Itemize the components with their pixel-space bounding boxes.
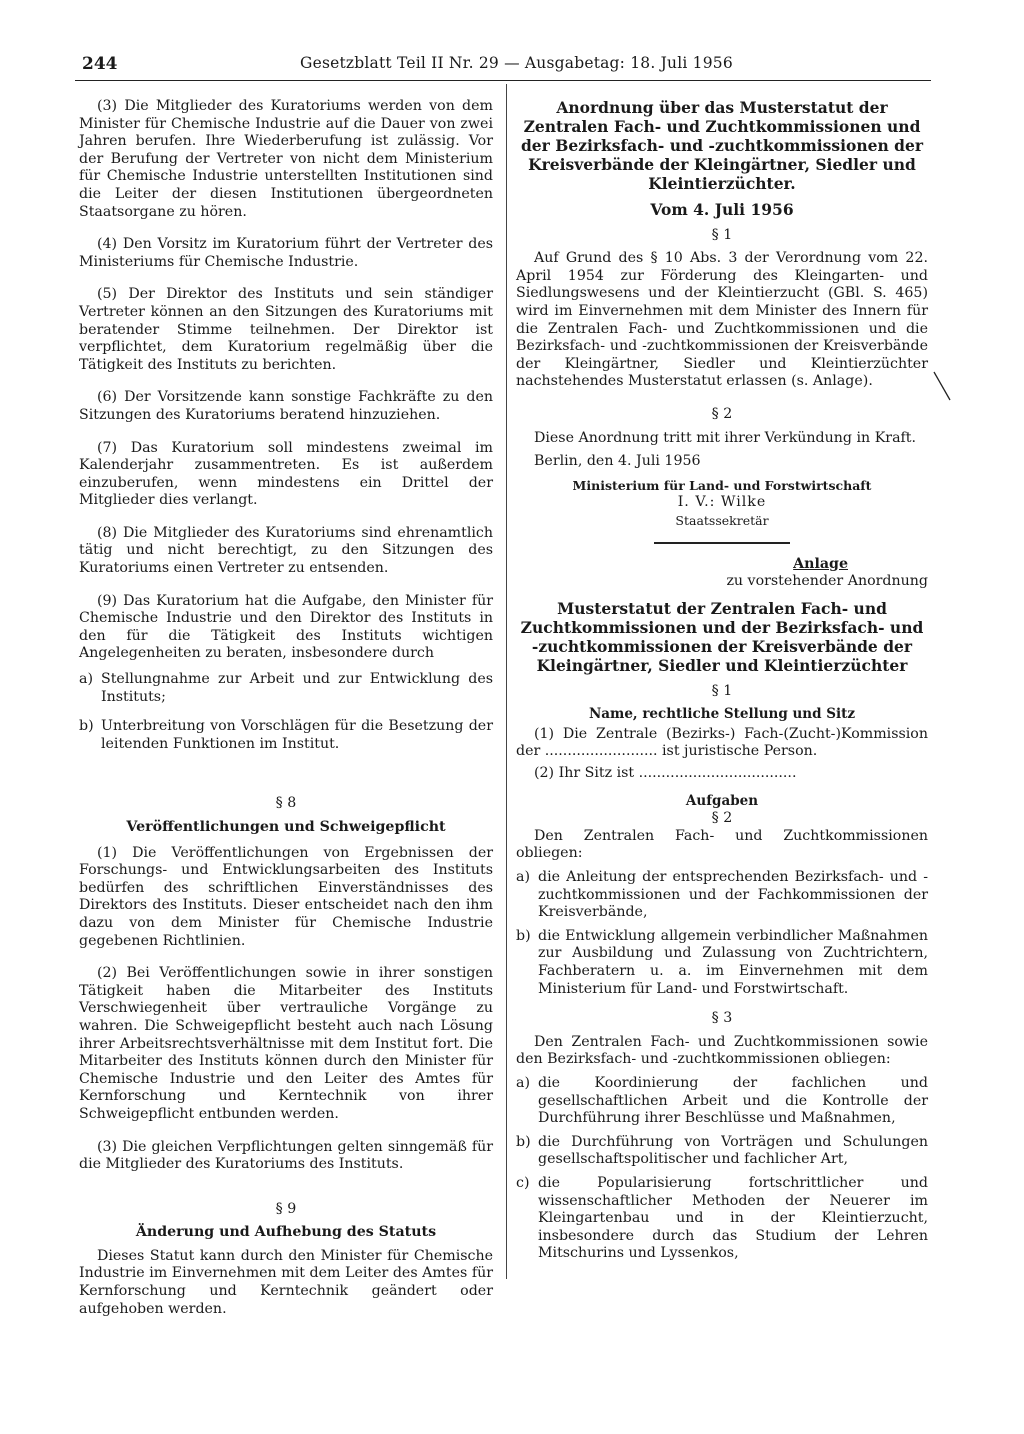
- list-item: [79, 671, 493, 706]
- paragraph-9: (9) Das Kuratorium hat die Aufgabe, den Minister für Chemische Industrie und den Direktor des Instituts in den für die Tätigkeit des Instituts wichtigen Angelegenheiten zu beraten, insbesondere durch: [79, 592, 493, 662]
- list-label: b): [516, 1133, 531, 1150]
- ordinance-section-1-text: Auf Grund des § 10 Abs. 3 der Verordnung vom 22. April 1954 zur Förderung des Kleingarten- und Siedlungswesens und der Kleintierzucht (GBl. S. 465) wird im Einvernehmen mit dem Minister des Innern für die Zentralen Fach- und Zuchtkommissionen und die Bezirksfach- und -zuchtkommissionen der Kreisverbände der Kleingärtner, Siedler und Kleintierzüchter nachstehendes Musterstatut erlassen (s. Anlage).: [516, 250, 928, 390]
- paragraph-8: (8) Die Mitglieder des Kuratoriums sind ehrenamtlich tätig und nicht berechtigt, zu den Sitzungen des Kuratoriums einen Vertreter zu entsenden.: [79, 524, 493, 577]
- right-column: [516, 98, 928, 1269]
- list-item: [516, 928, 928, 998]
- spacer: [79, 765, 493, 795]
- statute-section-2-intro: Den Zentralen Fach- und Zuchtkommissionen obliegen:: [516, 827, 928, 862]
- tasks-heading: Aufgaben: [685, 792, 759, 809]
- paragraph-4: (4) Den Vorsitz im Kuratorium führt der Vertreter des Ministeriums für Chemische Industrie.: [79, 236, 493, 270]
- paragraph-6: (6) Der Vorsitzende kann sonstige Fachkräfte zu den Sitzungen des Kuratoriums beratend hinzuziehen.: [79, 389, 493, 423]
- running-header: Gesetzblatt Teil II Nr. 29 — Ausgabetag: 18. Juli 1956: [300, 54, 733, 72]
- paragraph-7: (7) Das Kuratorium soll mindestens zweimal im Kalenderjahr zusammentreten. Es ist außerdem einzuberufen, wenn mindestens ein Drittel der Mitglieder dies verlangt.: [79, 439, 493, 509]
- statute-section-sign-2: § 2: [711, 810, 733, 827]
- section-8-para-3: (3) Die gleichen Verpflichtungen gelten sinngemäß für die Mitglieder des Kuratoriums des Instituts.: [79, 1138, 493, 1173]
- section-separator-rule: [654, 542, 790, 544]
- list-text: die Durchführung von Vorträgen und Schulungen gesellschaftspolitischer und fachlicher Art,: [538, 1133, 928, 1168]
- signatory: I. V.: Wilke: [677, 494, 767, 511]
- list-text: die Popularisierung fortschrittlicher und wissenschaftlicher Methoden der Neuerer im Kleingartenbau und in der Kleintierzucht, insbesondere durch das Studium der Lehren Mitschurins und Lyssenkos,: [538, 1174, 928, 1262]
- list-item: [79, 718, 493, 753]
- list-label: c): [516, 1174, 530, 1191]
- statute-section-1-para-1: (1) Die Zentrale (Bezirks-) Fach-(Zucht-)Kommission der ......................... ist juristische Person.: [516, 725, 928, 760]
- list-item: [516, 1134, 928, 1169]
- ordinance-section-sign-2: § 2: [711, 405, 733, 422]
- paragraph-5: (5) Der Direktor des Instituts und sein ständiger Vertreter können an den Sitzungen des Kuratoriums mit beratender Stimme teilnehmen. Der Direktor ist verpflichtet, dem Kuratorium regelmäßig über die Tätigkeit des Instituts zu berichten.: [79, 286, 493, 373]
- paragraph-3: (3) Die Mitglieder des Kuratoriums werden von dem Minister für Chemische Industrie auf die Dauer von zwei Jahren berufen. Ihre Wiederberufung ist zulässig. Vor der Berufung der Vertreter von nicht dem Ministerium für Chemische Industrie unterstellten Institutionen sind die Leiter der diesen Institutionen übergeordneten Staatsorgane zu hören.: [79, 98, 493, 220]
- section-8-para-2: (2) Bei Veröffentlichungen sowie in ihrer sonstigen Tätigkeit haben die Mitarbeiter des Instituts Verschwiegenheit über vertrauliche Vorgänge zu wahren. Die Schweigepflicht besteht auch nach Lösung ihrer Arbeitsrechtsverhältnisse mit dem Institut fort. Die Mitarbeiter des Instituts können durch den Minister für Chemische Industrie und den Leiter des Amtes für Kernforschung und Kerntechnik von ihrer Schweigepflicht entbunden werden.: [79, 965, 493, 1122]
- statute-section-sign-1: § 1: [711, 682, 733, 699]
- place-and-date: Berlin, den 4. Juli 1956: [534, 453, 701, 470]
- section-9-para-1: Dieses Statut kann durch den Minister für Chemische Industrie im Einvernehmen mit dem Leiter des Amtes für Kernforschung und Kerntechnik geändert oder aufgehoben werden.: [79, 1247, 493, 1317]
- list-label: b): [79, 718, 94, 735]
- section-heading-9: Änderung und Aufhebung des Statuts: [135, 1224, 437, 1241]
- page-number: 244: [82, 54, 118, 74]
- section-heading-8: Veröffentlichungen und Schweigepflicht: [126, 819, 446, 835]
- statute-section-1-para-2: (2) Ihr Sitz ist ...................................: [534, 765, 797, 782]
- column-divider: [506, 84, 507, 1279]
- list-item: [516, 1075, 928, 1128]
- list-text: die Entwicklung allgemein verbindlicher Maßnahmen zur Ausbildung und Zulassung von Zuchtrichtern, Fachberatern u. a. im Einvernehmen mit dem Ministerium für Land- und Forstwirtschaft.: [538, 927, 928, 997]
- left-column: [79, 98, 493, 1333]
- statute-section-sign-3: § 3: [711, 1010, 733, 1027]
- ordinance-section-sign-1: § 1: [711, 226, 733, 243]
- ordinance-date: Vom 4. Juli 1956: [650, 200, 794, 219]
- statute-section-3-intro: Den Zentralen Fach- und Zuchtkommissionen sowie den Bezirksfach- und -zuchtkommissionen obliegen:: [516, 1033, 928, 1068]
- list-text: die Koordinierung der fachlichen und gesellschaftlichen Arbeit und die Kontrolle der Durchführung ihrer Beschlüsse und Maßnahmen,: [538, 1074, 928, 1127]
- list-text: die Anleitung der entsprechenden Bezirksfach- und -zuchtkommissionen und der Fachkommissionen der Kreisverbände,: [538, 869, 928, 921]
- list-label: a): [516, 1074, 530, 1091]
- header-rule: [75, 80, 931, 81]
- list-text: Stellungnahme zur Arbeit und zur Entwicklung des Instituts;: [101, 671, 493, 705]
- list-text: Unterbreitung von Vorschlägen für die Besetzung der leitenden Funktionen im Institut.: [101, 718, 493, 752]
- spacer: [79, 1189, 493, 1201]
- list-label: b): [516, 927, 531, 944]
- annex-reference: zu vorstehender Anordnung: [726, 573, 928, 590]
- list-label: a): [79, 671, 93, 688]
- section-sign-8: § 8: [275, 795, 297, 812]
- list-label: a): [516, 869, 530, 886]
- scan-stroke-mark: [932, 370, 952, 402]
- list-item: [516, 1175, 928, 1263]
- statute-section-1-heading: Name, rechtliche Stellung und Sitz: [588, 706, 856, 723]
- annex-label: Anlage: [793, 555, 848, 572]
- section-8-para-1: (1) Die Veröffentlichungen von Ergebnissen der Forschungs- und Entwicklungsarbeiten des Instituts bedürfen des schriftlichen Einverständnisses des Direktors des Instituts. Dieser entscheidet nach den ihm dazu von dem Minister für Chemische Industrie gegebenen Richtlinien.: [79, 844, 493, 949]
- ordinance-section-2-text: Diese Anordnung tritt mit ihrer Verkündung in Kraft.: [534, 429, 916, 446]
- statute-title: Musterstatut der Zentralen Fach- und Zuchtkommissionen und der Bezirksfach- und -zuchtkommissionen der Kreisverbände der Kleingärtner, Siedler und Kleintierzüchter: [520, 598, 924, 675]
- signatory-title: Staatssekretär: [675, 512, 769, 528]
- ordinance-title: Anordnung über das Musterstatut der Zentralen Fach- und Zuchtkommissionen und der Bezirksfach- und -zuchtkommissionen der Kreisverbände der Kleingärtner, Siedler und Kleintierzüchter.: [520, 98, 924, 193]
- section-sign-9: § 9: [275, 1200, 297, 1217]
- ministry-name: Ministerium für Land- und Forstwirtschaft: [572, 477, 872, 493]
- list-item: [516, 869, 928, 922]
